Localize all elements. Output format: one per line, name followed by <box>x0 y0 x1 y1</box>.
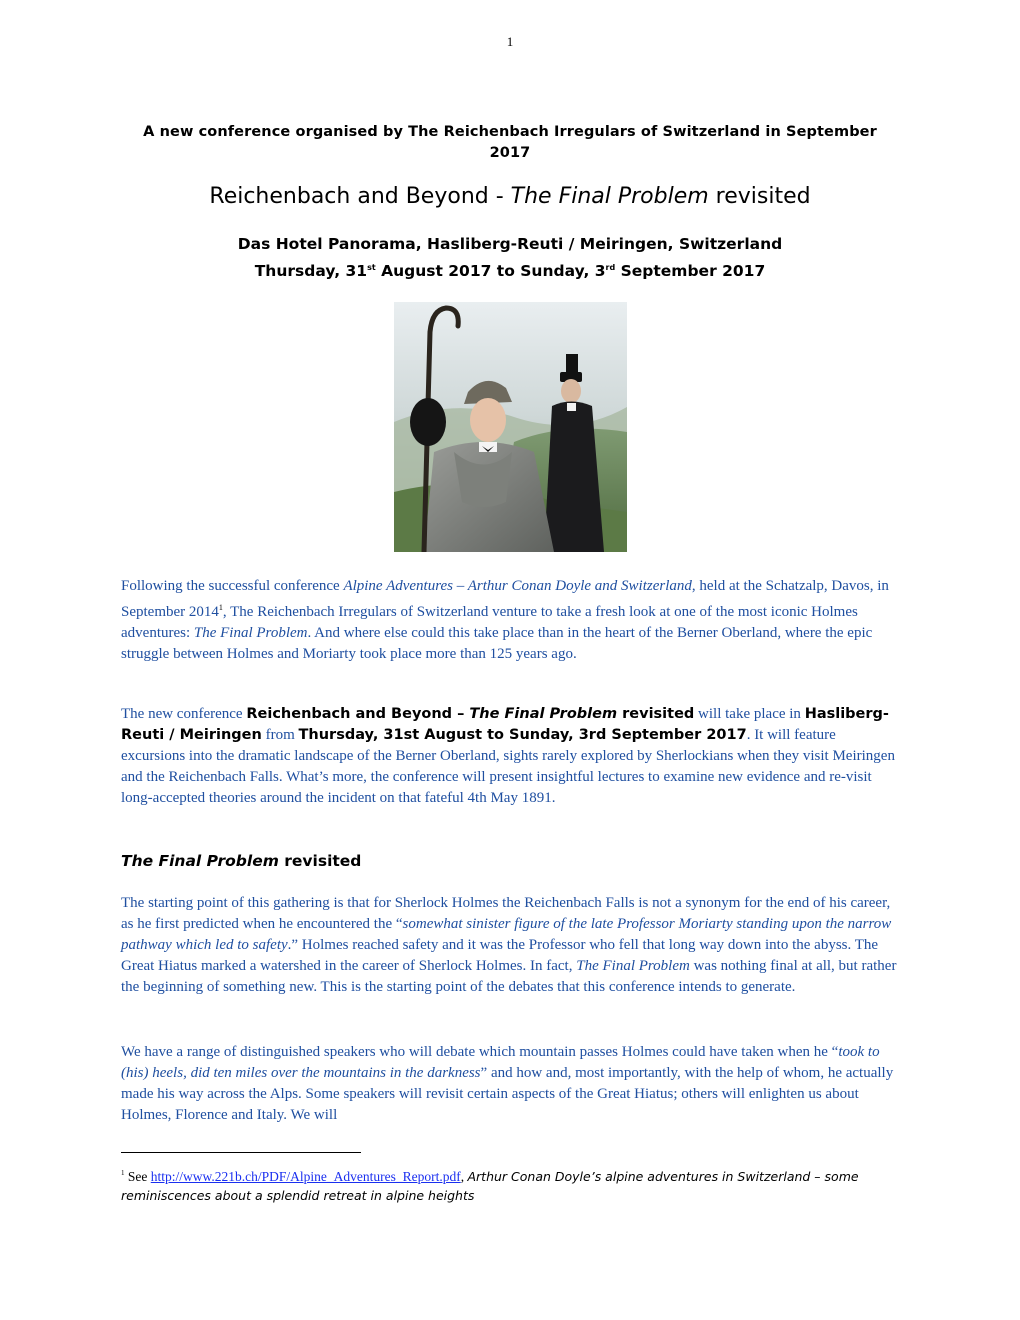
title-italic: The Final Problem <box>510 184 709 209</box>
paragraph-new-conference: The new conference Reichenbach and Beyond – The Final Problem revisited will take place in Hasliberg-Reuti / Meiringen from Thursday, 31st August to Sunday, 3rd September 2017. It will feature excursions into the dramatic landscape of the Berner Oberland, sights rarely explored by Sherlockians when they visit Meiringen and the Reichenbach Falls. What’s more, the conference will present insightful lectures to examine new evidence and re-visit long-accepted theories around the incident on that fateful 4th May 1891. <box>121 706 895 806</box>
holmes-moriarty-photo <box>394 302 627 552</box>
footnote-link[interactable]: http://www.221b.ch/PDF/Alpine_Adventures_Report.pdf <box>150 1169 461 1184</box>
date-end-suffix: rd <box>605 263 616 272</box>
dates-bold: Thursday, 31st August to Sunday, 3rd September 2017 <box>298 727 747 743</box>
page-title <box>0 184 1020 209</box>
date-start: Thursday, 31 <box>254 262 368 280</box>
date-middle: August 2017 to Sunday, 3 <box>375 262 606 280</box>
footnote-ref: 1 <box>218 603 223 612</box>
venue-line: Das Hotel Panorama, Hasliberg-Reuti / Meiringen, Switzerland <box>237 235 783 253</box>
title-part-2: revisited <box>708 184 811 209</box>
conference-name-alpine: Alpine Adventures – Arthur Conan Doyle and Switzerland <box>343 578 692 594</box>
venue-and-dates <box>0 232 1020 283</box>
paragraph-starting-point: The starting point of this gathering is that for Sherlock Holmes the Reichenbach Falls is not a synonym for the end of his career, as he first predicted when he encountered the “somewhat sinister figure of the late Professor Moriarty standing upon the narrow pathway which led to safety.” Holmes reached safety and it was the Professor who fell that long way down into the abyss. The Great Hiatus marked a watershed in the career of Sherlock Holmes. In fact, The Final Problem was nothing final at all, but rather the beginning of something new. This is the starting point of the debates that this conference intends to generate. <box>121 895 897 995</box>
date-end: September 2017 <box>615 262 766 280</box>
paragraph-intro: Following the successful conference Alpine Adventures – Arthur Conan Doyle and Switzerland, held at the Schatzalp, Davos, in September 2014$^1$, The Reichenbach Irregulars of Switzerland venture to take a fresh look at one of the most iconic Holmes adventures: The Final Problem. And where else could this take place than in the heart of the Berner Oberland, where the epic struggle between Holmes and Moriarty took place more than 125 years ago. <box>121 578 889 662</box>
date-start-suffix: st <box>367 263 376 272</box>
dates-line <box>0 256 1020 283</box>
title-part-1: Reichenbach and Beyond - <box>209 184 511 209</box>
location-bold: Hasliberg-Reuti / Meiringen <box>121 706 889 743</box>
footnote: $^1$ See http://www.221b.ch/PDF/Alpine_Adventures_Report.pdf, Arthur Conan Doyle’s alpine adventures in Switzerland – some reminiscences about a splendid retreat in alpine heights <box>121 1169 859 1203</box>
quote-italic: somewhat sinister figure of the late Professor Moriarty standing upon the narrow pathway which led to safety <box>121 916 892 953</box>
conference-intro-heading: A new conference organised by The Reichenbach Irregulars of Switzerland in September 2017 <box>143 124 877 161</box>
footnote-divider <box>121 1152 361 1153</box>
paragraph-speakers: We have a range of distinguished speakers who will debate which mountain passes Holmes could have taken when he “took to (his) heels, did ten miles over the mountains in the darkness” and how and, most importantly, with the help of whom, he actually made his way across the Alps. Some speakers will revisit certain aspects of the Great Hiatus; others will enlighten us about Holmes, Florence and Italy. We will <box>121 1044 894 1123</box>
footnote-number: 1 <box>121 1169 125 1177</box>
page-number: 1 <box>506 34 514 49</box>
section-heading: The Final Problem revisited <box>121 852 362 870</box>
quote-italic: took to (his) heels, did ten miles over the mountains in the darkness <box>121 1044 880 1081</box>
